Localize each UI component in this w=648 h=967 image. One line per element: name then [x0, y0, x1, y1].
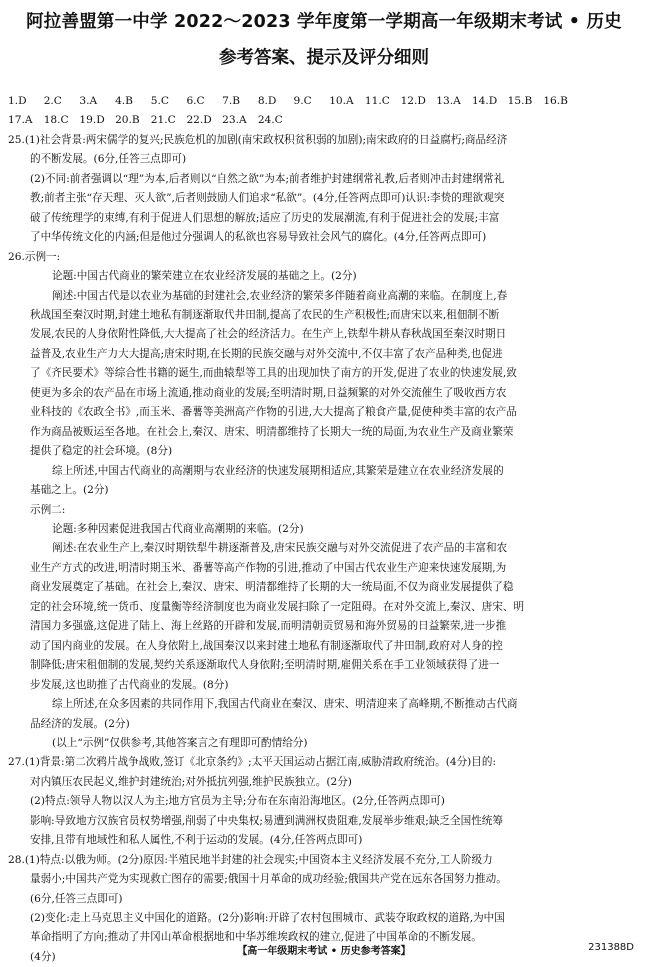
choice-answers-row-2 — [8, 111, 638, 130]
answer-line: 阐述:在农业生产上,秦汉时期铁犁牛耕逐渐普及,唐宋民族交融与对外交流促进了农产品的丰富和农 — [52, 542, 508, 555]
answer-line: 了中华传统文化的内涵;但是他过分强调人的私欲也容易导致社会风气的腐化。(4分,任答两点即可) — [30, 231, 487, 244]
answer-line: 制降低;唐宋租佃制的发展,契约关系逐渐取代人身依附;至明清时期,雇佣关系在手工业领域获得了进一 — [30, 659, 500, 672]
choice-answer: 14.D — [471, 95, 498, 107]
choice-answer: 21.C — [150, 114, 176, 127]
choice-answer: 6.C — [186, 95, 205, 107]
footer-code: 231388D — [588, 942, 634, 953]
choice-answer: 23.A — [222, 114, 247, 127]
answer-line: 益普及,农业生产力大大提高;唐宋时期,在长期的民族交融与对外交流中,不仅丰富了农产品种类,也促进 — [30, 347, 503, 360]
answer-line: 阐述:中国古代是以农业为基础的封建社会,农业经济的繁荣多伴随着商业高潮的来临。在制度上,春 — [52, 289, 508, 302]
answer-line: 综上所述,中国古代商业的高潮期与农业经济的快速发展期相适应,其繁荣是建立在农业经济发展的 — [52, 464, 504, 477]
choice-answer: 7.B — [222, 95, 241, 107]
answer-line: 27.(1)背景:第二次鸦片战争战败,签订《北京条约》;太平天国运动占据江南,威胁清政府统治。(4分)目的: — [8, 756, 497, 769]
choice-answer: 8.D — [257, 95, 277, 107]
choice-answer: 1.D — [8, 95, 27, 107]
choice-answer: 11.C — [364, 95, 390, 107]
answer-line: 秋战国至秦汉时期,封建土地私有制逐渐取代井田制,提高了农民的生产积极性;而唐宋以来,租佃制不断 — [30, 308, 500, 321]
answer-line: (以上“示例”仅供参考,其他答案言之有理即可酌情给分) — [52, 736, 308, 749]
answer-line: 影响:导致地方汉族官员权势增强,削弱了中央集权;易遭到满洲权贵阻难,发展举步维艰;缺乏全国性统筹 — [30, 814, 503, 827]
choice-answer: 16.B — [543, 95, 568, 107]
answer-line: 商业发展奠定了基础。在社会上,秦汉、唐宋、明清都维持了长期的大一统局面,不仅为商业发展提供了稳 — [30, 581, 514, 594]
answer-line: 清国力多强盛,这促进了陆上、海上丝路的开辟和发展,而明清朝贡贸易和海外贸易的日益繁荣,进一步推 — [30, 620, 507, 633]
choice-answer: 24.C — [257, 114, 283, 127]
choice-answer: 20.B — [115, 114, 140, 127]
choice-answer: 9.C — [293, 95, 312, 107]
answer-line: 示例二: — [30, 503, 66, 516]
choice-answer: 17.A — [8, 114, 33, 127]
choice-answer: 12.D — [400, 95, 426, 107]
answer-line: 25.(1)社会背景:两宋儒学的复兴;民族危机的加剧(南宋政权积贫积弱的加剧);南宋政府的日益腐朽;商品经济 — [8, 133, 508, 146]
answer-line: 论题:中国古代商业的繁荣建立在农业经济发展的基础之上。(2分) — [52, 270, 357, 283]
choice-answer: 3.A — [79, 95, 98, 107]
choice-answer: 18.C — [43, 114, 69, 127]
answer-line: (6分,任答三点即可) — [30, 892, 123, 905]
choice-answer: 22.D — [186, 114, 212, 127]
answer-line: 28.(1)特点:以俄为师。(2分)原因:半殖民地半封建的社会现实;中国资本主义经济发展不充分,工人阶级力 — [8, 853, 493, 866]
choice-answer: 2.C — [43, 95, 62, 107]
answer-line: 基础之上。(2分) — [30, 484, 109, 497]
choice-answer: 4.B — [115, 95, 133, 107]
answer-line: 提供了稳定的社会环境。(8分) — [30, 445, 173, 458]
page-title: 阿拉善盟第一中学 2022～2023 学年度第一学期高一年级期末考试 • 历史 — [26, 12, 622, 32]
choice-answer: 19.D — [79, 114, 105, 127]
answer-line: 品经济的发展。(2分) — [30, 717, 130, 730]
choice-answers-row-1 — [8, 92, 638, 111]
answer-line: 发展,农民的人身依附性降低,大大提高了社会的经济活力。在生产上,铁犁牛耕从春秋战国至秦汉时期日 — [30, 328, 507, 341]
choice-answer: 10.A — [329, 95, 354, 107]
answer-line: 革命指明了方向;推动了井冈山革命根据地和中华苏维埃政权的建立,促进了中国革命的不断发展。 — [30, 931, 482, 944]
answer-line: (2)变化:走上马克思主义中国化的道路。(2分)影响:开辟了农村包围城市、武装夺取政权的道路,为中国 — [30, 912, 505, 925]
answer-line: 动了国内商业的发展。在人身依附上,战国秦汉以来封建土地私有制逐渐取代了井田制,政府对人身的控 — [30, 639, 503, 652]
page-subtitle: 参考答案、提示及评分细则 — [219, 48, 429, 68]
answer-line: 业生产方式的改进,明清时期玉米、番薯等高产作物的引进,推动了中国古代农业生产迎来快速发展期,为 — [30, 561, 507, 574]
choice-answer: 13.A — [436, 95, 461, 107]
answer-line: 使更为多余的农产品在市场上流通,推动商业的发展;至明清时期,日益频繁的对外交流催生了吸收西方农 — [30, 386, 507, 399]
answer-line: 综上所述,在众多因素的共同作用下,我国古代商业在秦汉、唐宋、明清迎来了高峰期,不断推动古代商 — [52, 698, 518, 711]
answer-line: 了《齐民要术》等综合性书籍的诞生,而曲辕犁等工具的出现加快了南方的开发,促进了农业的快速发展,致 — [30, 367, 517, 380]
answer-line: 作为商品被贩运至各地。在社会上,秦汉、唐宋、明清都维持了长期大一统的局面,为农业生产及商业繁荣 — [30, 425, 514, 438]
answer-line: 破了传统理学的束缚,有利于促进人们思想的解放;适应了历史的发展潮流,有利于促进社会的发展;丰富 — [30, 211, 500, 224]
answer-line: 26.示例一: — [8, 250, 61, 263]
answer-body — [8, 92, 638, 967]
answer-line: 教;前者主张“存天理、灭人欲”,后者则鼓励人们追求“私欲”。(4分,任答两点即可)认识:李贽的理欲观突 — [30, 192, 505, 205]
answer-line: 业科技的《农政全书》,而玉米、番薯等美洲高产作物的引进,大大提高了粮食产量,促使种类丰富的农产品 — [30, 406, 517, 419]
answer-line: (4分) — [30, 950, 56, 963]
answer-line: 对内镇压农民起义,维护封建统治;对外抵抗列强,维护民族独立。(2分) — [30, 775, 352, 788]
answer-line: 定的社会环境,统一货币、度量衡等经济制度也为商业发展扫除了一定阻碍。在对外交流上,秦汉、唐宋、明 — [30, 600, 525, 613]
answer-line: 步发展,这也助推了古代商业的发展。(8分) — [30, 678, 229, 691]
answer-line: 论题:多种因素促进我国古代商业高潮期的来临。(2分) — [52, 522, 304, 535]
page-footer — [0, 942, 648, 958]
answer-line: 安排,且带有地域性和私人属性,不利于运动的发展。(4分,任答两点即可) — [30, 834, 363, 847]
choice-answer: 15.B — [507, 95, 533, 107]
answer-line: (2)特点:领导人物以汉人为主;地方官员为主导;分布在东南沿海地区。(2分,任答两点即可) — [30, 795, 445, 808]
answer-line: (2)不同:前者强调以“理”为本,后者则以“自然之欲”为本;前者维护封建纲常礼教,后者则冲击封建纲常礼 — [30, 172, 505, 185]
footer-title: 【高一年级期末考试 • 历史参考答案】 — [237, 946, 411, 957]
answer-line: 的不断发展。(6分,任答三点即可) — [30, 153, 187, 166]
answer-line: 量弱小;中国共产党为实现救亡图存的需要;俄国十月革命的成功经验;俄国共产党在远东各国努力推动。 — [30, 873, 507, 886]
choice-answer: 5.C — [150, 95, 169, 107]
